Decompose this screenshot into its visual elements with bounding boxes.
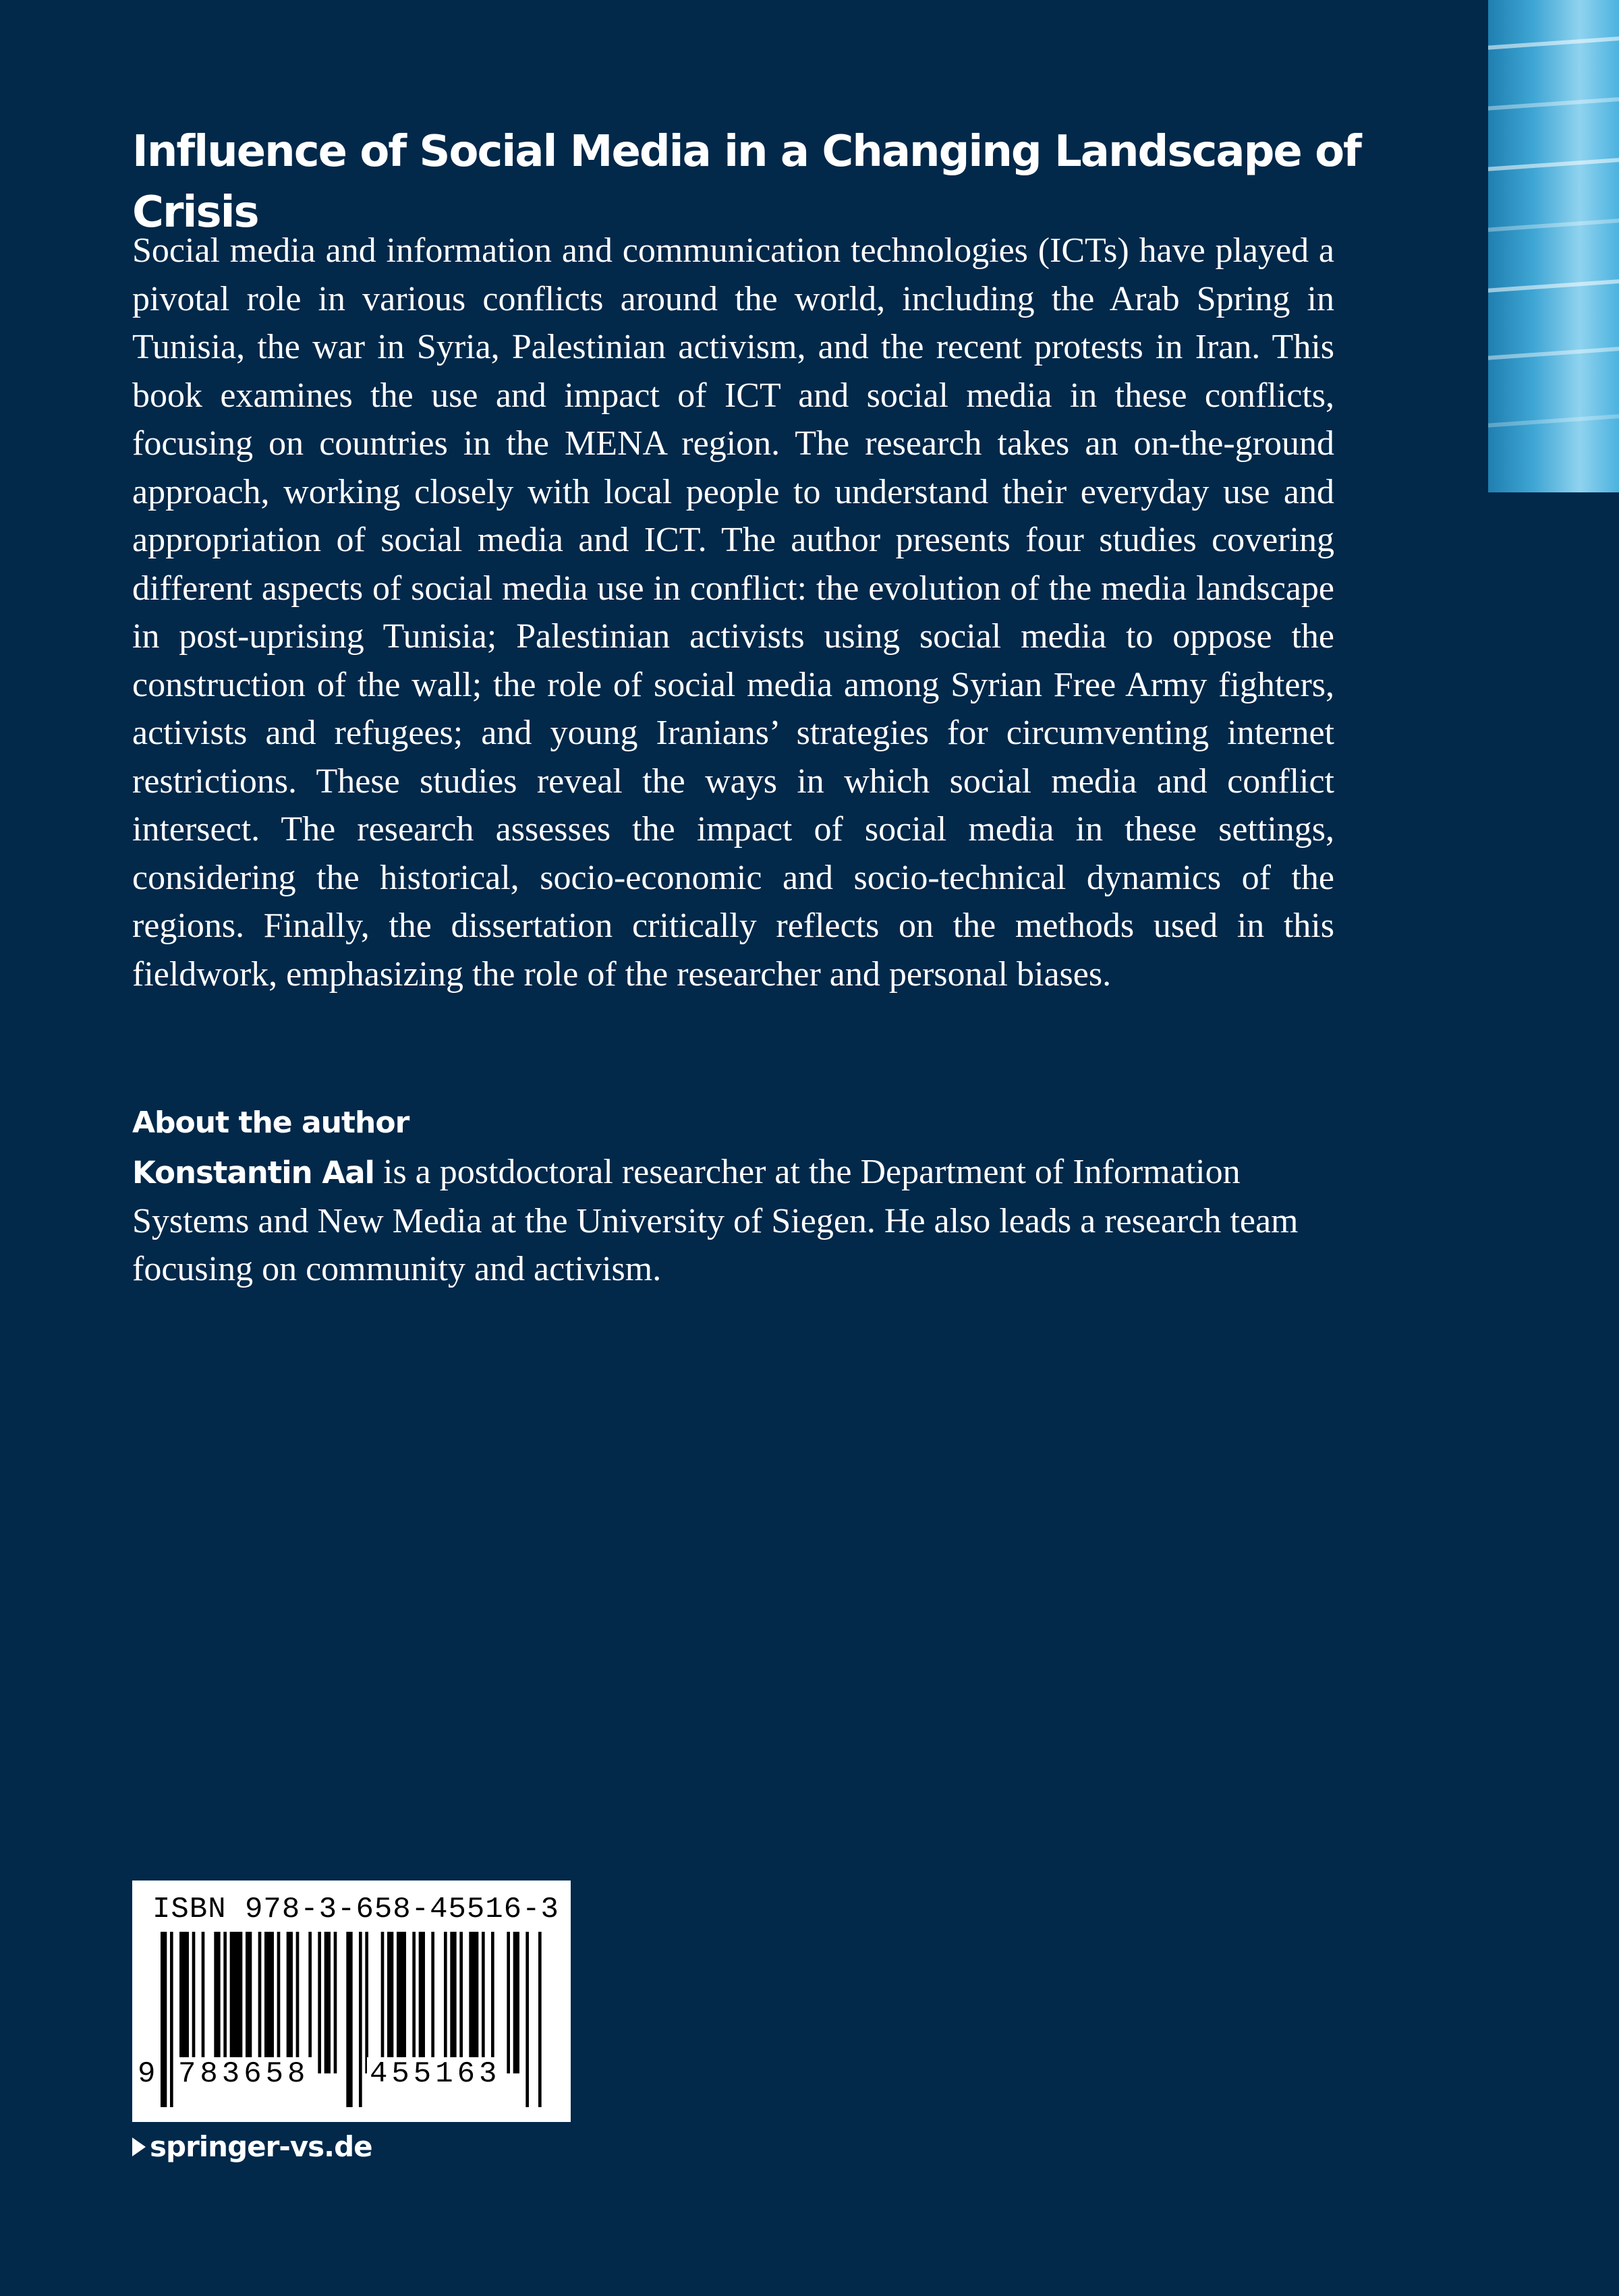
barcode-bar <box>431 1932 434 2073</box>
barcode-bar <box>258 1932 262 2073</box>
barcode-digit-first: 9 <box>138 2057 156 2091</box>
barcode-bar <box>381 1932 385 2073</box>
barcode-bar <box>491 1932 494 2073</box>
barcode-bar <box>214 1932 220 2073</box>
barcode-bar <box>223 1932 227 2073</box>
barcode-bar <box>412 1932 416 2073</box>
barcode-bar <box>387 1932 393 2073</box>
barcode-bar <box>513 1932 519 2073</box>
barcode-bar <box>246 1932 252 2073</box>
barcode-bar <box>444 1932 447 2073</box>
about-author-text <box>132 1148 1334 1294</box>
barcode-bar <box>346 1932 352 2107</box>
barcode-bar <box>202 1932 205 2073</box>
barcode-bar <box>264 1932 274 2073</box>
barcode-digits-left: 783658 <box>175 2057 312 2091</box>
accent-stripe <box>1488 0 1619 492</box>
barcode-bar <box>507 1932 510 2073</box>
book-title: Influence of Social Media in a Changing Landscape of Crisis <box>132 127 1361 237</box>
barcode-bar <box>170 1932 173 2107</box>
barcode-bar <box>538 1932 542 2107</box>
barcode-bar <box>397 1932 406 2073</box>
barcode-bar <box>179 1932 189 2073</box>
publisher-website[interactable] <box>132 2130 372 2163</box>
barcode-bar <box>459 1932 463 2073</box>
barcode-bar <box>334 1932 337 2073</box>
barcode-bar <box>365 1932 368 2073</box>
barcode-bar <box>359 1932 362 2107</box>
barcode-bar <box>296 1932 300 2073</box>
barcode-bar <box>526 1932 529 2107</box>
barcode-bar <box>192 1932 196 2073</box>
isbn-label: ISBN 978-3-658-45516-3 <box>152 1893 559 1926</box>
author-bio: is a postdoctoral researcher at the Department of Information Systems and New Media at the University of Siegen. He also leads a research team focusing on community and activism. <box>132 1153 1299 1288</box>
barcode-digits-right: 455163 <box>367 2057 503 2091</box>
author-name: Konstantin Aal <box>132 1155 374 1190</box>
barcode-bar <box>161 1932 167 2107</box>
website-label: springer-vs.de <box>150 2130 372 2163</box>
barcode-bar <box>308 1932 312 2073</box>
barcode-bar <box>482 1932 485 2073</box>
barcode-bar <box>230 1932 243 2073</box>
about-author-heading: About the author <box>132 1106 409 1140</box>
barcode-bar <box>287 1932 293 2073</box>
barcode-bar <box>450 1932 456 2073</box>
barcode-bar <box>419 1932 425 2073</box>
barcode-bar <box>324 1932 331 2073</box>
arrow-right-icon <box>132 2137 146 2156</box>
barcode-bar <box>469 1932 478 2073</box>
barcode-bar <box>277 1932 281 2073</box>
book-description: Social media and information and communication technologies (ICTs) have played a pivotal role in various conflicts around the world, including the Arab Spring in Tunisia, the war in Syria, Palestinian activism, and the recent protests in Iran. This book examines the use and impact of ICT and social media in these conflicts, focusing on countries in the MENA region. The research takes an on-the-ground approach, working closely with local people to understand their everyday use and appropriation of social media and ICT. The author presents four studies covering different aspects of social media use in conflict: the evolution of the media landscape in post-uprising Tunisia; Palestinian activists using social media to oppose the construction of the wall; the role of social media among Syrian Free Army fighters, activists and refugees; and young Iranians’ strategies for circumventing internet restrictions. These studies reveal the ways in which social media and conflict intersect. The research assesses the impact of social media in these settings, considering the historical, socio-economic and socio-technical dynamics of the regions. Finally, the dissertation critically reflects on the methods used in this fieldwork, emphasizing the role of the researcher and personal biases. <box>132 231 1334 994</box>
isbn-barcode <box>132 1881 571 2122</box>
barcode-bar <box>318 1932 321 2073</box>
